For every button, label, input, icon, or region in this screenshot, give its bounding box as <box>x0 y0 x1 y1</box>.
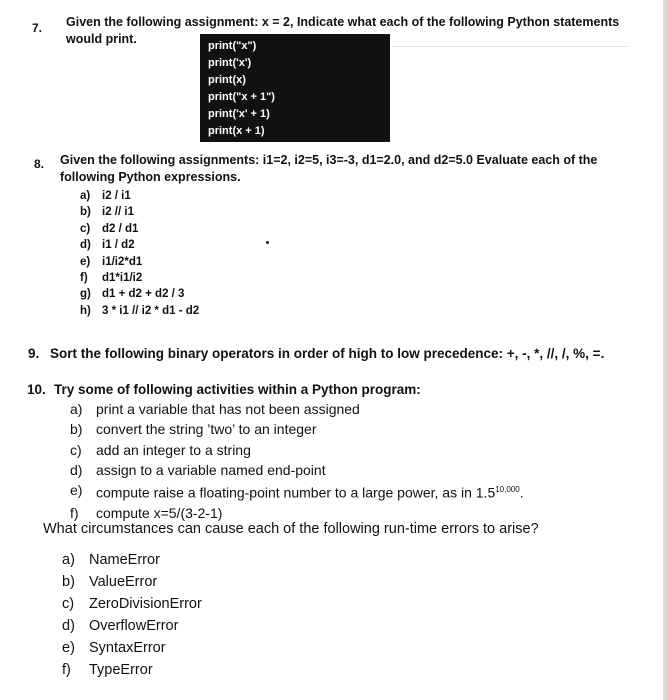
item-label: g) <box>80 288 91 301</box>
page-edge <box>663 0 667 700</box>
list-item <box>80 237 199 253</box>
item-label: f) <box>80 272 88 285</box>
list-item <box>80 270 199 286</box>
list-item <box>70 480 524 503</box>
q7-text-line1: Given the following assignment: x = 2, Indicate what each of the following Python statements <box>66 15 620 29</box>
code-line: print(x + 1) <box>208 125 265 137</box>
exponent: 10,000 <box>495 485 520 495</box>
list-item <box>62 593 202 615</box>
item-label: f) <box>62 662 71 678</box>
item-label: b) <box>80 206 91 219</box>
item-text: print a variable that has not been assigned <box>96 401 360 417</box>
q10-text: Try some of following activities within a Python program: <box>54 382 421 397</box>
errors-list <box>62 549 202 681</box>
item-text: d1 + d2 + d2 / 3 <box>102 288 185 301</box>
item-text: SyntaxError <box>89 640 166 656</box>
dotted-divider <box>393 46 628 47</box>
q8-number: 8. <box>34 157 45 171</box>
list-item <box>80 221 199 237</box>
item-text-main: compute raise a floating-point number to a large power, as in 1.5 <box>96 484 496 501</box>
q10-number: 10. <box>27 382 46 397</box>
item-label: a) <box>70 401 83 417</box>
item-text: d2 / d1 <box>102 222 139 235</box>
item-text: add an integer to a string <box>96 441 251 458</box>
code-line: print("x") <box>208 40 257 52</box>
q9-number: 9. <box>28 346 40 361</box>
list-item <box>62 615 202 637</box>
q7-code-block <box>200 34 390 142</box>
list-item <box>70 419 524 439</box>
item-text: i2 / i1 <box>102 190 131 202</box>
code-line: print(x) <box>208 74 246 86</box>
q8-text-line2: following Python expressions. <box>60 170 241 184</box>
list-item <box>62 571 202 593</box>
item-label: d) <box>80 239 91 252</box>
item-label: c) <box>62 596 75 612</box>
item-text: 3 * i1 // i2 * d1 - d2 <box>102 304 200 317</box>
list-item <box>80 254 199 270</box>
item-label: d) <box>62 618 75 634</box>
item-text: convert the string ’two’ to an integer <box>96 421 317 438</box>
q7-number: 7. <box>32 21 43 35</box>
item-text: i2 // i1 <box>102 206 134 219</box>
q8-text-line1: Given the following assignments: i1=2, i2=5, i3=-3, d1=2.0, and d2=5.0 Evaluate each of the <box>60 153 598 167</box>
list-item <box>70 399 524 419</box>
list-item <box>80 188 199 204</box>
q10-list <box>70 399 524 523</box>
list-item <box>62 659 202 681</box>
item-text: ValueError <box>89 574 158 590</box>
q8-list <box>80 188 199 319</box>
code-line: print("x + 1") <box>208 91 275 103</box>
item-text: i1 / d2 <box>102 239 135 252</box>
list-item <box>62 637 202 659</box>
item-label: e) <box>62 640 75 656</box>
item-label: e) <box>80 255 91 268</box>
q8-text <box>60 152 597 186</box>
list-item <box>80 204 199 220</box>
list-item <box>80 303 199 319</box>
item-label: e) <box>70 482 83 499</box>
item-label: c) <box>70 441 82 458</box>
item-text: ZeroDivisionError <box>89 596 202 612</box>
item-text-after: . <box>519 484 524 501</box>
item-text: TypeError <box>89 662 153 678</box>
list-item <box>70 460 524 480</box>
item-text: i1/i2*d1 <box>102 255 143 268</box>
q9-text: Sort the following binary operators in order of high to low precedence: +, -, *, //, /, %, =. <box>50 346 605 361</box>
code-line: print('x') <box>208 57 252 69</box>
item-label: b) <box>62 574 75 590</box>
item-label: h) <box>80 304 91 317</box>
item-label: c) <box>80 222 91 235</box>
code-line: print('x' + 1) <box>208 108 270 120</box>
list-item <box>70 440 524 460</box>
item-text: compute x=5/(3-2-1) <box>96 505 223 522</box>
item-text: d1*i1/i2 <box>102 272 143 285</box>
item-text: assign to a variable named end-point <box>96 461 326 478</box>
item-text: OverflowError <box>89 618 179 634</box>
item-label: a) <box>62 552 75 568</box>
q7-text-line2: would print. <box>66 32 137 46</box>
item-label: a) <box>80 190 91 202</box>
item-label: f) <box>70 505 79 522</box>
item-text: NameError <box>89 552 160 568</box>
stray-mark <box>266 241 269 244</box>
list-item <box>80 286 199 302</box>
item-label: d) <box>70 461 83 478</box>
item-label: b) <box>70 421 83 438</box>
item-text <box>96 480 524 503</box>
errors-question: What circumstances can cause each of the following run-time errors to arise? <box>43 521 539 537</box>
list-item <box>62 549 202 571</box>
